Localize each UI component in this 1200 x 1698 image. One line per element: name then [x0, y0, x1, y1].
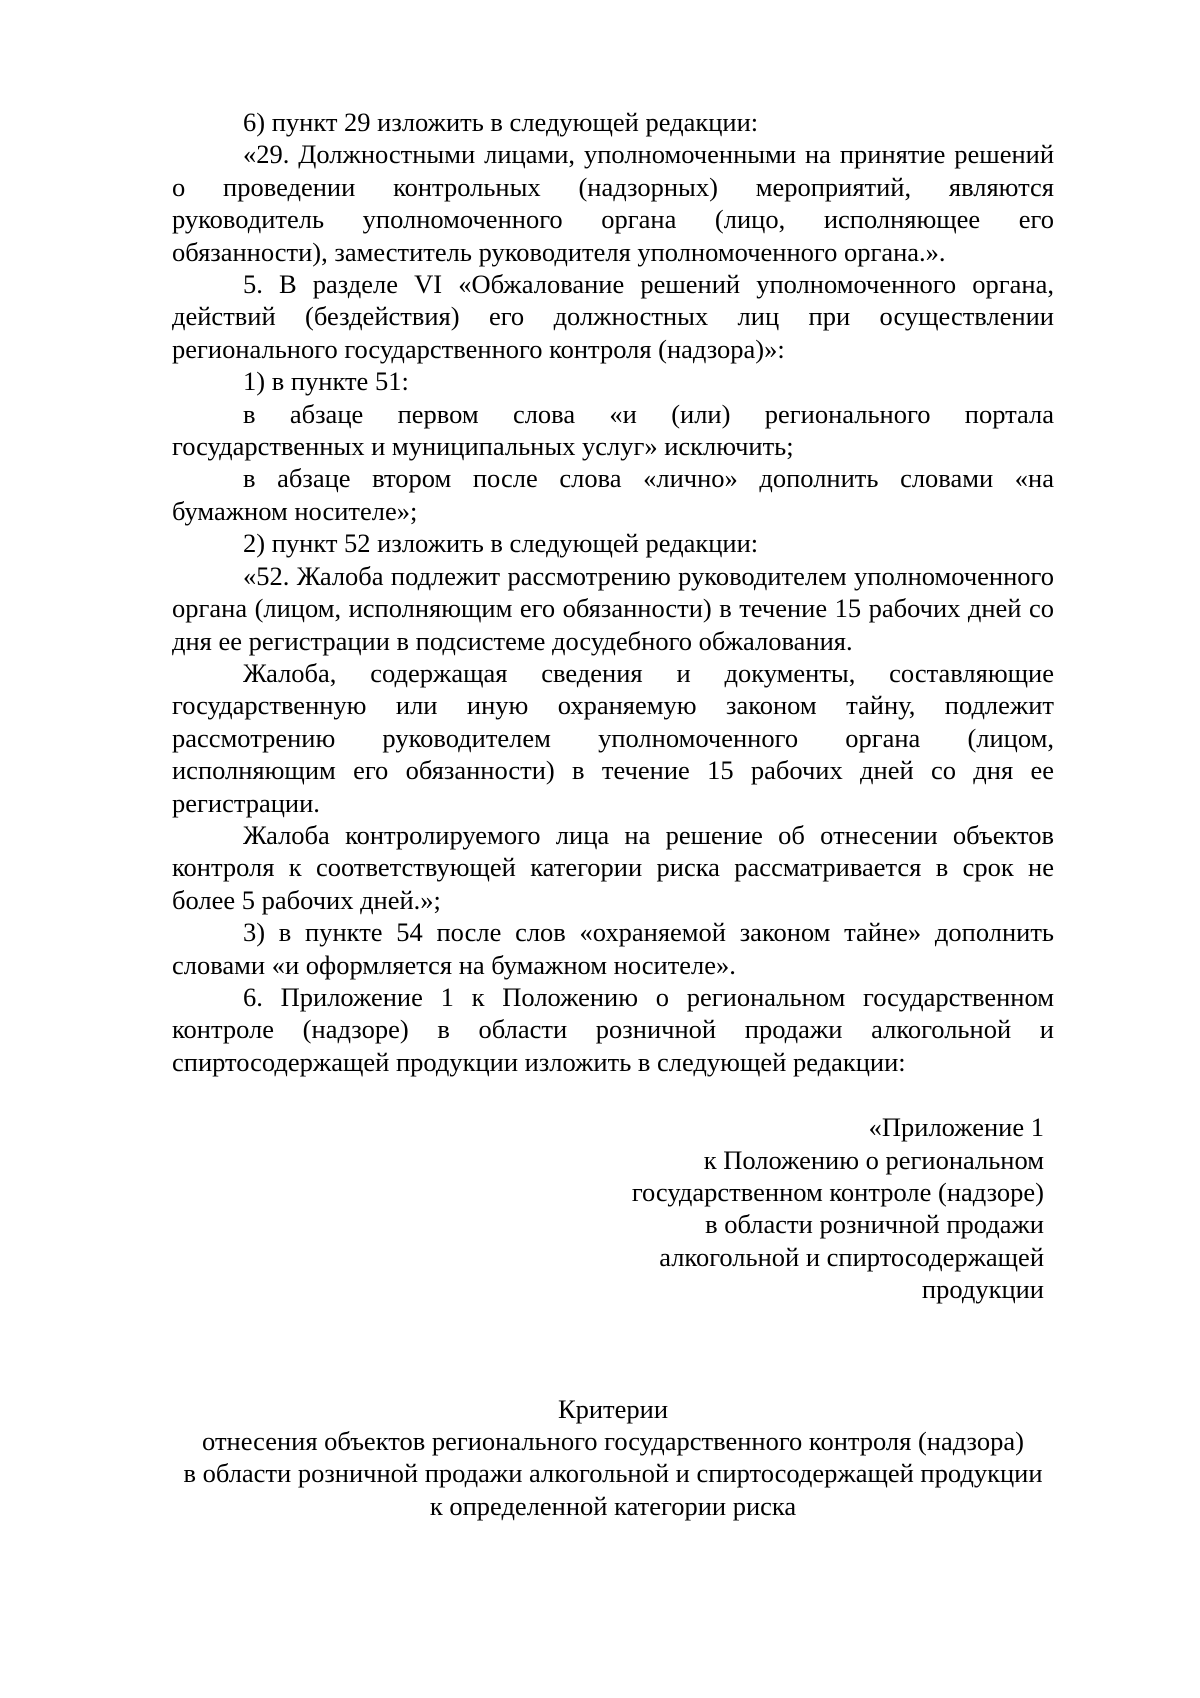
- paragraph: 3) в пункте 54 после слов «охраняемой законом тайне» дополнить словами «и оформляется на бумажном носителе».: [172, 917, 1054, 980]
- paragraph: 5. В разделе VI «Обжалование решений уполномоченного органа, действий (бездействия) его должностных лиц при осуществлении регионального государственного контроля (надзора)»:: [172, 269, 1054, 364]
- paragraph: в абзаце первом слова «и (или) регионального портала государственных и муниципальных услуг» исключить;: [172, 398, 1054, 462]
- appendix-line: продукции: [921, 1274, 1044, 1305]
- paragraph: в абзаце втором после слова «лично» дополнить словами «на бумажном носителе»;: [172, 463, 1054, 526]
- title-line: отнесения объектов регионального государственного контроля (надзора): [202, 1426, 1024, 1457]
- paragraph: 1) в пункте 51:: [243, 366, 409, 397]
- title-line: Критерии: [557, 1393, 669, 1424]
- paragraph: 6) пункт 29 изложить в следующей редакции:: [243, 107, 759, 137]
- paragraph: 2) пункт 52 изложить в следующей редакции:: [243, 528, 759, 559]
- body-text: [172, 106, 1054, 1078]
- appendix-line: в области розничной продажи: [705, 1209, 1044, 1240]
- appendix-line: «Приложение 1: [868, 1112, 1044, 1143]
- appendix-line: алкогольной и спиртосодержащей: [659, 1241, 1044, 1272]
- appendix-line: государственном контроле (надзоре): [631, 1177, 1044, 1207]
- paragraph: «52. Жалоба подлежит рассмотрению руководителем уполномоченного органа (лицом, исполняющим его обязанности) в течение 15 рабочих дней со дня ее регистрации в подсистеме досудебного обжалования.: [172, 560, 1054, 656]
- title-line: в области розничной продажи алкогольной и спиртосодержащей продукции: [183, 1458, 1043, 1489]
- appendix-line: к Положению о региональном: [703, 1144, 1044, 1175]
- paragraph: Жалоба контролируемого лица на решение об отнесении объектов контроля к соответствующей категории риска рассматривается в срок не более 5 рабочих дней.»;: [172, 819, 1054, 915]
- appendix-header: [172, 1111, 1044, 1305]
- paragraph: 6. Приложение 1 к Положению о региональном государственном контроле (надзоре) в области розничной продажи алкогольной и спиртосодержащей продукции изложить в следующей редакции:: [172, 981, 1054, 1077]
- paragraph: «29. Должностными лицами, уполномоченными на принятие решений о проведении контрольных (надзорных) мероприятий, являются руководитель уполномоченного органа (лицо, исполняющее его обязанности), заместитель руководителя уполномоченного органа.».: [172, 139, 1054, 267]
- paragraph: Жалоба, содержащая сведения и документы, составляющие государственную или иную охраняемую законом тайну, подлежит рассмотрению руководителем уполномоченного органа (лицом, исполняющим его обязанности) в течение 15 рабочих дней со дня ее регистрации.: [172, 657, 1054, 818]
- document-title: [172, 1393, 1054, 1523]
- title-line: к определенной категории риска: [429, 1490, 797, 1521]
